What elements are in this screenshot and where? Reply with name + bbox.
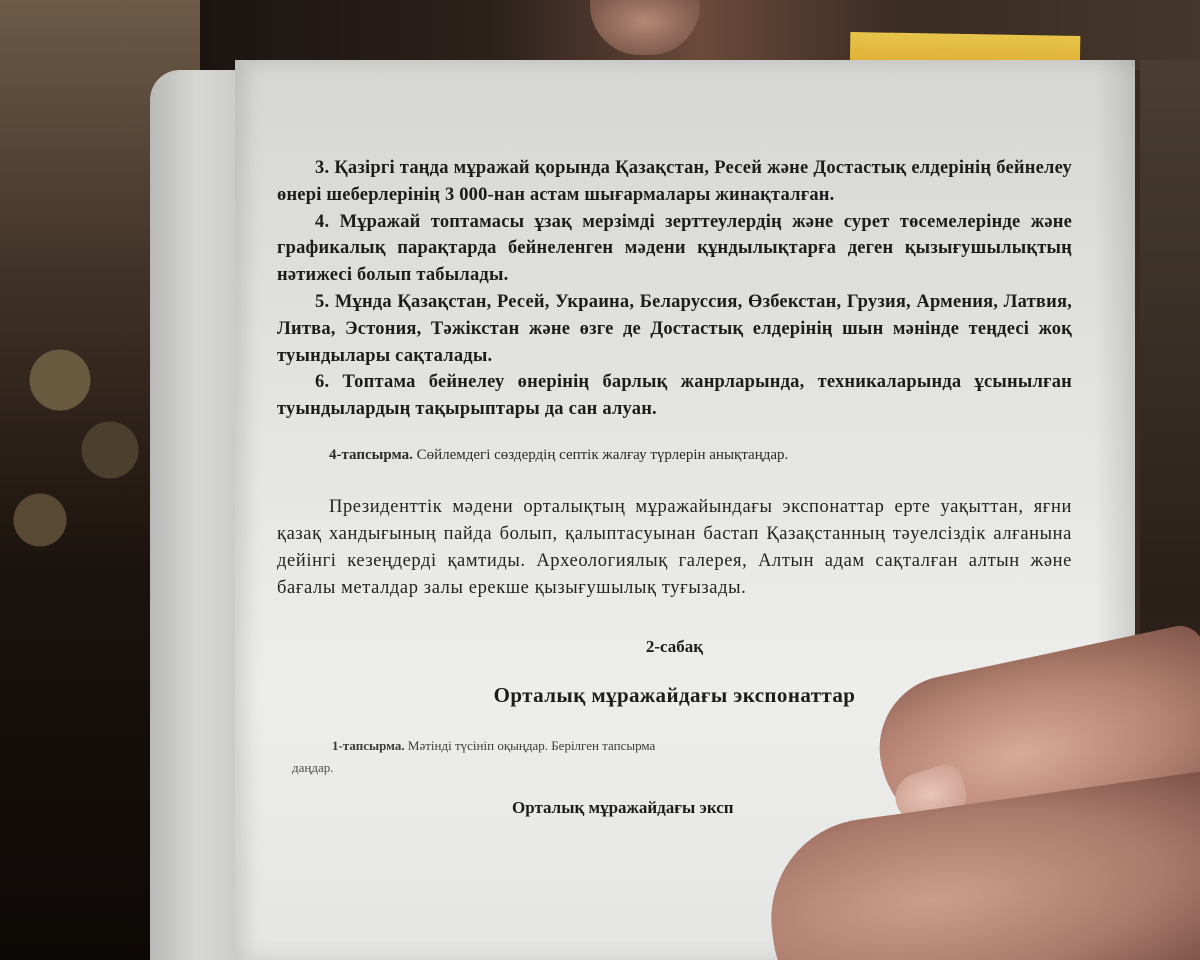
item-5 — [277, 289, 1072, 369]
item-number: 5. — [315, 291, 330, 312]
task-1-continuation: даңдар. — [292, 759, 334, 775]
item-text: Қазіргі таңда мұражай қорында Қазақстан, Ресей және Достастық елдерінің бейнелеу өнері шеберлерінің 3 000-нан астам шығармалары жинақталған. — [277, 158, 1072, 205]
task-text: Сөйлемдегі сөздердің септік жалғау түрлерін анықтаңдар. — [416, 446, 789, 463]
task-text: Мәтінді түсініп оқыңдар. Берілген тапсырма — [407, 737, 656, 753]
item-4 — [277, 209, 1072, 289]
lesson-title: 2-сабақ — [645, 636, 704, 656]
section-heading: Орталық мұражайдағы экспонаттар — [493, 682, 856, 707]
item-text: Мұнда Қазақстан, Ресей, Украина, Беларуссия, Өзбекстан, Грузия, Армения, Латвия, Литва, Эстония, Тәжікстан және өзге де Достастық елдерінің шын мәнінде теңдесі жоқ туындылары сақталады. — [277, 291, 1072, 366]
text-heading: Орталық мұражайдағы эксп — [512, 797, 734, 817]
item-number: 6. — [315, 372, 330, 393]
book-spine-edge — [150, 70, 245, 960]
task-label: 4-тапсырма. — [329, 446, 413, 463]
item-number: 3. — [315, 158, 330, 178]
item-number: 4. — [315, 211, 330, 232]
main-paragraph: Президенттік мәдени орталықтың мұражайындағы экспонаттар ерте уақыттан, яғни қазақ хандығының пайда болып, қалыптасуынан бастап Қазақстанның тәуелсіздік алғанына дейінгі кезеңдерді қамтиды. Археологиялық галерея, Алтын адам сақталған алтын және бағалы металдар залы ерекше қызығушылық туғызады. — [277, 496, 1072, 598]
item-text: Топтама бейнелеу өнерінің барлық жанрларында, техникаларында ұсынылған туындылардың тақырыптары да сан алуан. — [277, 372, 1073, 420]
item-3 — [277, 155, 1072, 209]
item-text: Мұражай топтамасы ұзақ мерзімді зерттеулердің және сурет төсемелерінде және графикалық парақтарда бейнеленген мәдени құндылықтарға деген қызығушылықтың нәтижесі болып табылады. — [277, 211, 1073, 286]
task-label: 1-тапсырма. — [332, 737, 405, 753]
task-4 — [329, 447, 1072, 464]
item-6 — [277, 369, 1072, 423]
